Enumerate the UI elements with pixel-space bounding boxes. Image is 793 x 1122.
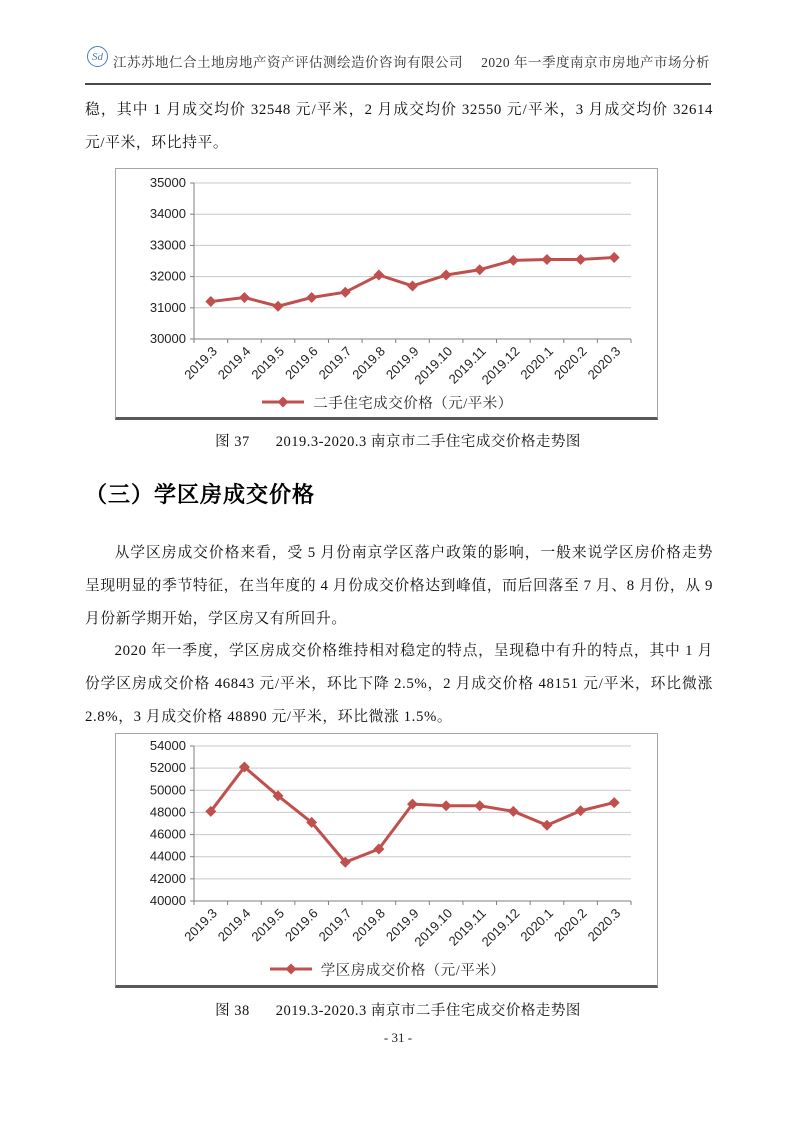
svg-text:2020.1: 2020.1	[517, 905, 557, 945]
chart-figure-37	[115, 168, 658, 420]
svg-text:2019.11: 2019.11	[445, 905, 489, 949]
svg-text:48000: 48000	[149, 804, 186, 820]
svg-text:2019.3: 2019.3	[181, 343, 220, 383]
paragraph-seasonal-feature: 从学区房成交价格来看，受 5 月份南京学区落户政策的影响，一般来说学区房价格走势呈现明显的季节特征，在当年度的 4 月份成交价格达到峰值，而后回落至 7 月、8 月份，从 9 月份新学期开始，学区房又有所回升。	[85, 545, 713, 627]
svg-text:52000: 52000	[149, 760, 186, 776]
svg-text:2020.3: 2020.3	[584, 905, 624, 945]
chart-figure-38	[115, 733, 658, 988]
svg-text:2019.6: 2019.6	[282, 905, 321, 945]
legend-line-diamond-icon	[260, 396, 306, 408]
section-heading: （三）学区房成交价格	[85, 482, 316, 507]
svg-text:2020.2: 2020.2	[550, 905, 590, 945]
svg-text:2019.5: 2019.5	[248, 905, 288, 945]
svg-text:2019.12: 2019.12	[478, 905, 523, 950]
chart-legend	[116, 954, 657, 984]
svg-text:2019.6: 2019.6	[282, 343, 321, 383]
svg-text:2020.3: 2020.3	[584, 343, 624, 383]
line-chart-school-district-price	[116, 734, 657, 954]
svg-text:2019.10: 2019.10	[411, 905, 456, 950]
svg-text:2019.7: 2019.7	[315, 905, 355, 945]
svg-text:2019.4: 2019.4	[214, 343, 254, 383]
svg-text:34000: 34000	[149, 206, 186, 222]
svg-text:31000: 31000	[149, 299, 186, 315]
figure-title: 2019.3-2020.3 南京市二手住宅成交价格走势图	[275, 434, 581, 450]
line-chart-second-hand-price	[116, 169, 657, 387]
figure-number: 图 37	[215, 434, 250, 450]
svg-text:2019.8: 2019.8	[349, 905, 389, 945]
header-report-title: 2020 年一季度南京市房地产市场分析	[481, 55, 710, 70]
svg-text:2019.9: 2019.9	[382, 343, 422, 383]
svg-text:2019.3: 2019.3	[181, 905, 220, 945]
svg-text:2019.8: 2019.8	[349, 343, 389, 383]
svg-text:40000: 40000	[149, 893, 186, 908]
svg-text:2019.9: 2019.9	[382, 905, 422, 945]
svg-text:2020.1: 2020.1	[517, 343, 557, 383]
figure-37-caption	[85, 430, 711, 451]
paragraph-prices-q1: 稳，其中 1 月成交均价 32548 元/平米，2 月成交均价 32550 元/平米，3 月成交均价 32614 元/平米，环比持平。	[85, 102, 713, 151]
figure-number: 图 38	[215, 1003, 250, 1019]
svg-text:50000: 50000	[149, 782, 186, 798]
header-divider	[85, 83, 711, 85]
svg-text:30000: 30000	[149, 331, 186, 346]
chart-legend	[116, 387, 657, 417]
svg-text:46000: 46000	[149, 826, 186, 842]
svg-text:33000: 33000	[149, 237, 186, 253]
svg-text:2019.11: 2019.11	[445, 343, 489, 387]
svg-text:2020.2: 2020.2	[550, 343, 590, 383]
paragraph-school-district-q1: 2020 年一季度，学区房成交价格维持相对稳定的特点，呈现稳中有升的特点，其中 1 月份学区房成交价格 46843 元/平米，环比下降 2.5%，2 月成交价格 48151 元/平米，环比微涨 2.8%，3 月成交价格 48890 元/平米，环比微涨 1.5%。	[85, 643, 713, 725]
svg-text:54000: 54000	[149, 738, 186, 753]
svg-text:2019.10: 2019.10	[411, 343, 456, 387]
header-company-name: 江苏苏地仁合土地房地产资产评估测绘造价咨询有限公司	[113, 55, 463, 70]
svg-text:42000: 42000	[149, 870, 186, 886]
figure-title: 2019.3-2020.3 南京市二手住宅成交价格走势图	[275, 1003, 581, 1019]
figure-38-caption	[85, 999, 711, 1020]
company-logo-icon: Sd	[87, 46, 108, 67]
svg-text:44000: 44000	[149, 848, 186, 864]
svg-text:35000: 35000	[149, 175, 186, 190]
svg-text:2019.4: 2019.4	[214, 905, 254, 945]
svg-text:2019.5: 2019.5	[248, 343, 288, 383]
page-number: - 31 -	[383, 1030, 413, 1045]
legend-label: 学区房成交价格（元/平米）	[320, 962, 506, 979]
svg-text:32000: 32000	[149, 268, 186, 284]
legend-line-diamond-icon	[268, 963, 314, 975]
svg-text:2019.12: 2019.12	[478, 343, 523, 387]
legend-label: 二手住宅成交价格（元/平米）	[313, 395, 513, 412]
svg-text:2019.7: 2019.7	[315, 343, 355, 383]
